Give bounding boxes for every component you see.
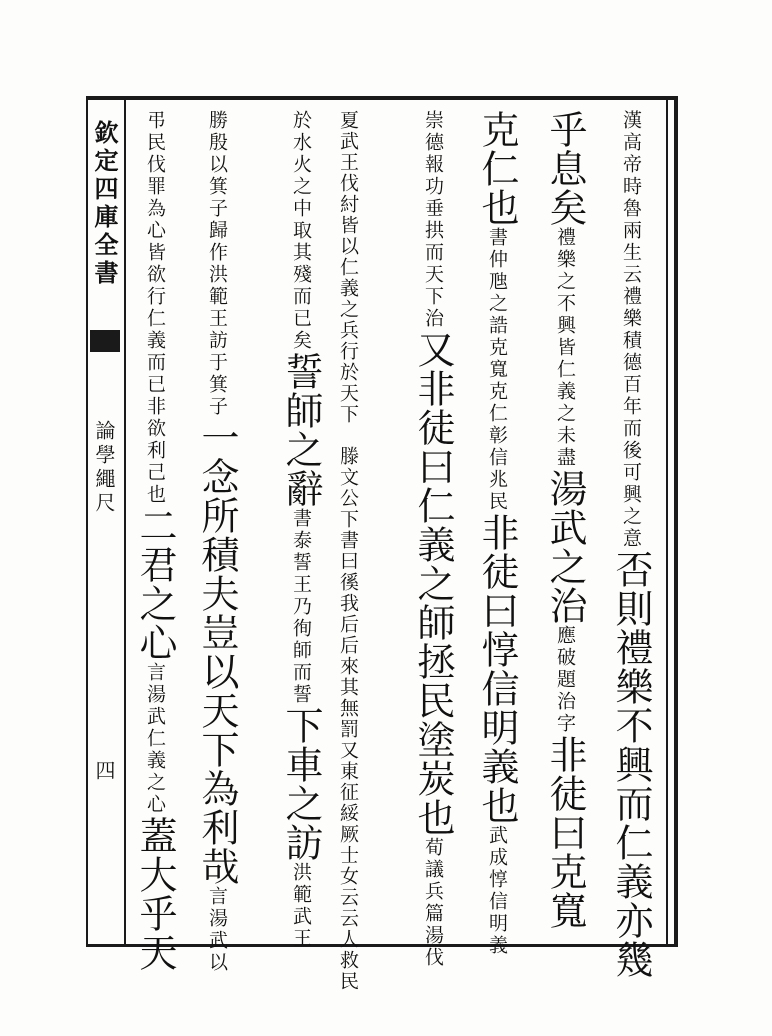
main-text: 湯武之治 [543,469,587,625]
annotation-text: 言湯武仁義之心 [144,662,166,816]
annotation-text: 崇德報功垂拱而天下治 [422,110,444,330]
annotation-text: 書仲虺之誥克寬克仁彰信兆民 [486,227,508,513]
right-border-inner [666,100,668,945]
text-column-5 [338,110,357,992]
main-text: 又非徒曰仁義之師拯民塗炭也 [411,330,455,837]
main-text: 乎息矣 [543,110,587,227]
main-text: 否則禮樂不興而仁義亦幾 [609,550,653,979]
fish-tail-mark [90,330,120,352]
text-column-7 [195,110,239,974]
annotation-text: 禮樂之不興皆仁義之未盡 [554,227,576,469]
text-column-3 [475,110,519,957]
fold-pillar [86,120,124,940]
annotation-text: 於水火之中取其殘而已矣 [290,110,312,352]
annotation-text: 勝殷以箕子歸作洪範王訪于箕子 [206,110,228,418]
main-text: 非徒曰惇信明義也 [475,513,519,825]
right-border-outer [674,96,678,947]
section-label: 論學繩尺 [92,420,116,516]
annotation-text: 漢高帝時魯兩生云禮樂積德百年而後可興之意 [620,110,642,550]
annotation-text: 夏武王伐紂皆以仁義之兵行於天下 滕文公下書曰徯我后后來其無罰又東征綏厥士女云云人救民 [337,110,359,992]
text-column-2 [543,110,587,930]
main-text: 克仁也 [475,110,519,227]
main-text: 下車之訪 [279,706,323,862]
text-column-4 [411,110,455,969]
text-column-6 [279,110,323,950]
annotation-text: 武成惇信明義 [486,825,508,957]
annotation-text: 應破題治字 [554,625,576,735]
title-strip: 欽定四庫全書 [90,120,119,288]
text-column-8 [133,110,177,972]
main-text: 二君之心 [133,506,177,662]
page-number: 四 [92,760,116,784]
main-text: 誓師之辭 [279,352,323,508]
annotation-text: 洪範武王 [290,862,312,950]
annotation-text: 荀議兵篇湯伐 [422,837,444,969]
annotation-text: 言湯武以 [206,886,228,974]
main-text: 一念所積夫豈以天下為利哉 [195,418,239,886]
annotation-text: 弔民伐罪為心皆欲行仁義而已非欲利己也 [144,110,166,506]
top-border [86,96,676,100]
annotation-text: 書泰誓王乃徇師而誓 [290,508,312,706]
main-text: 非徒曰克寬 [543,735,587,930]
center-fold-rule-right [124,96,126,947]
main-text: 蓋大乎天 [133,816,177,972]
text-column-1 [609,110,653,979]
